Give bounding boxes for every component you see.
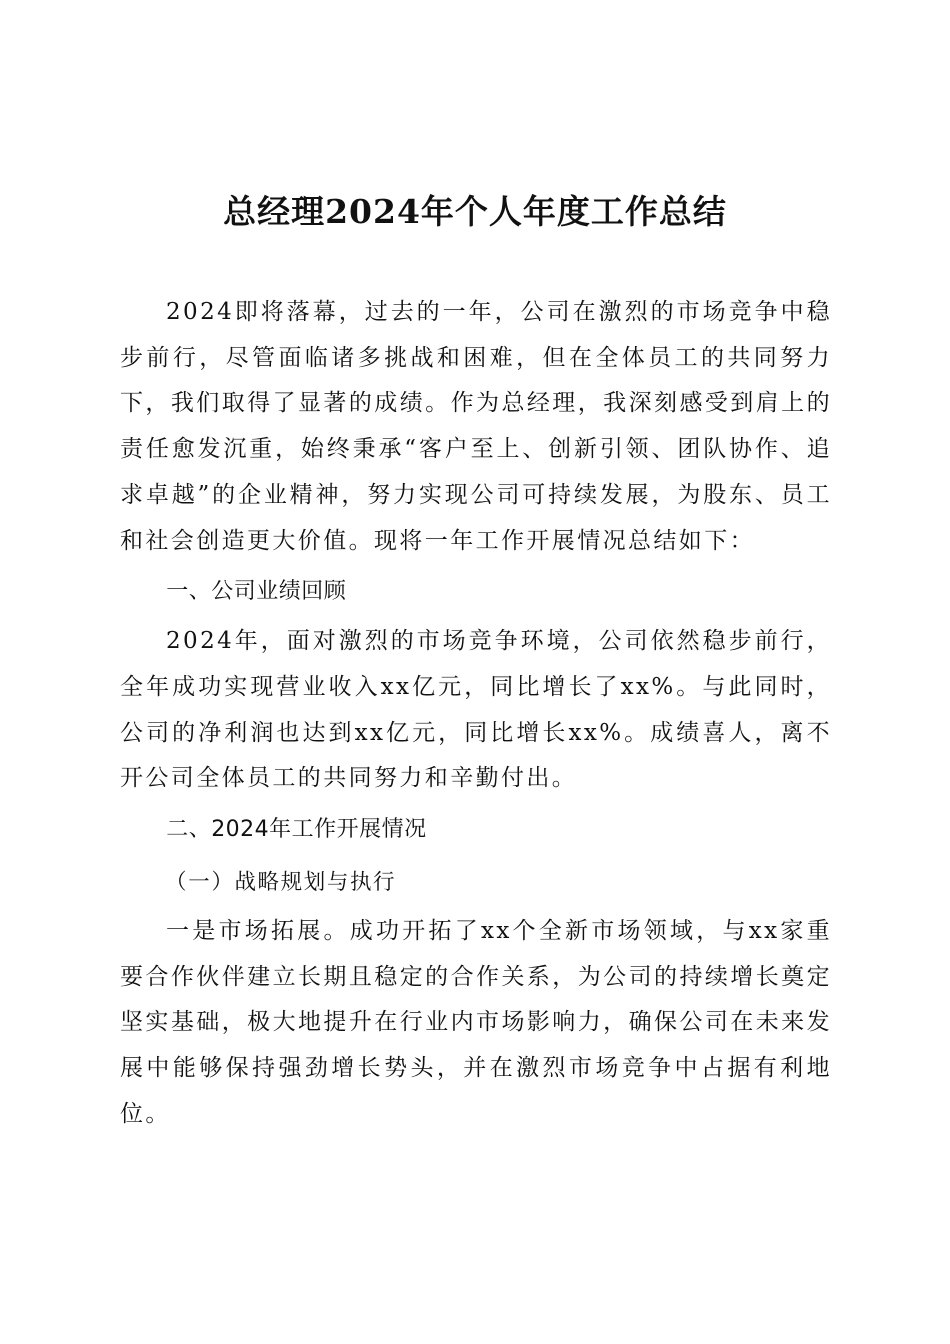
intro-paragraph: 2024即将落幕，过去的一年，公司在激烈的市场竞争中稳步前行，尽管面临诸多挑战和困难，但在全体员工的共同努力下，我们取得了显著的成绩。作为总经理，我深刻感受到肩上的责任愈发沉重，始终秉承“客户至上、创新引领、团队协作、追求卓越”的企业精神，努力实现公司可持续发展，为股东、员工和社会创造更大价值。现将一年工作开展情况总结如下： <box>120 299 832 554</box>
performance-paragraph: 2024年，面对激烈的市场竞争环境，公司依然稳步前行，全年成功实现营业收入xx亿元，同比增长了xx%。与此同时，公司的净利润也达到xx亿元，同比增长xx%。成绩喜人，离不开公司全体员工的共同努力和辛勤付出。 <box>120 628 832 792</box>
section-heading-work: 二、2024年工作开展情况 <box>166 817 427 843</box>
document-body <box>120 290 832 1138</box>
strategy-paragraph: 一是市场拓展。成功开拓了xx个全新市场领域，与xx家重要合作伙伴建立长期且稳定的合作关系，为公司的持续增长奠定坚实基础，极大地提升在行业内市场影响力，确保公司在未来发展中能够保持强劲增长势头，并在激烈市场竞争中占据有利地位。 <box>120 918 832 1127</box>
document-title: 总经理2024年个人年度工作总结 <box>223 192 727 231</box>
subsection-heading-strategy: （一）战略规划与执行 <box>165 870 397 896</box>
section-heading-performance: 一、公司业绩回顾 <box>166 579 347 605</box>
